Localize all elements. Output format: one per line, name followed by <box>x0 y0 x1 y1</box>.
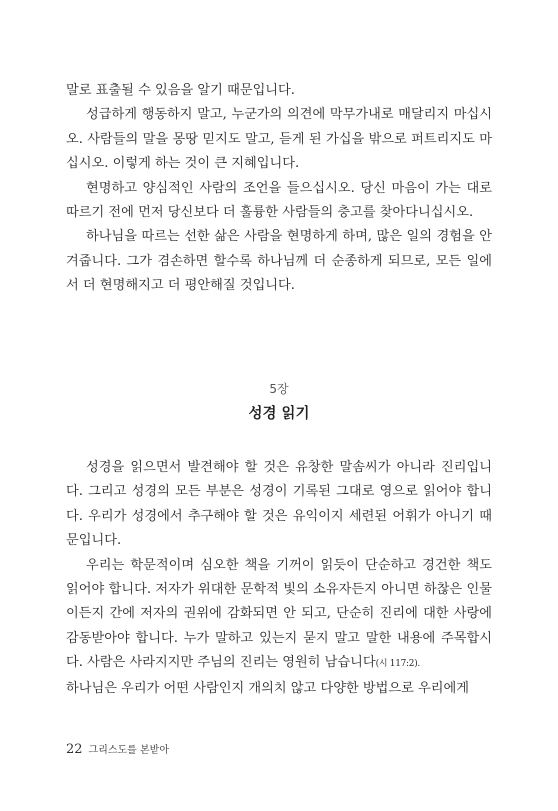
paragraph <box>66 554 492 677</box>
paragraph: 하나님을 따르는 선한 삶은 사람을 현명하게 하며, 많은 일의 경험을 안겨줍니다. 그가 겸손하면 할수록 하나님께 더 순종하게 되므로, 모든 일에서 더 현명해지고 더 평안해질 것입니다. <box>66 229 492 294</box>
paragraph-continued: 말로 표출될 수 있음을 알기 때문입니다. <box>66 83 295 98</box>
text-block-top <box>66 79 492 299</box>
chapter-title: 성경 읽기 <box>248 406 310 422</box>
paragraph-text: 우리는 학문적이며 심오한 책을 기꺼이 읽듯이 단순하고 경건한 책도 읽어야 합니다. 저자가 위대한 문학적 빛의 소유자든지 아니면 하찮은 인물이든지 간에 저자의 권위에 감화되면 안 되고, 단순히 진리에 대한 사랑에 감동받아야 합니다. 누가 말하고 있는지 묻지 말고 말한 내용에 주목합시다. 사람은 사라지지만 주님의 진리는 영원히 남습니다 <box>66 557 492 671</box>
paragraph: 성경을 읽으면서 발견해야 할 것은 유창한 말솜씨가 아니라 진리입니다. 그리고 성경의 모든 부분은 성경이 기록된 그대로 영으로 읽어야 합니다. 우리가 성경에서 추구해야 할 것은 유익이지 세련된 어휘가 아니기 때문입니다. <box>66 460 492 549</box>
page-number: 22 <box>66 742 83 757</box>
text-block-bottom <box>66 456 492 701</box>
paragraph-continues: 하나님은 우리가 어떤 사람인지 개의치 않고 다양한 방법으로 우리에게 <box>66 680 469 696</box>
running-title: 그리스도를 본받아 <box>88 745 170 756</box>
page-footer <box>66 738 169 757</box>
paragraph: 현명하고 양심적인 사람의 조언을 들으십시오. 당신 마음이 가는 대로 따르기 전에 먼저 당신보다 더 훌륭한 사람들의 충고를 찾아다니십시오. <box>66 180 492 221</box>
paragraph: 성급하게 행동하지 말고, 누군가의 의견에 막무가내로 매달리지 마십시오. 사람들의 말을 몽땅 믿지도 말고, 듣게 된 가십을 밖으로 퍼트리지도 마십시오. 이렇게 하는 것이 큰 지혜입니다. <box>66 107 492 172</box>
scripture-citation: (시 117:2). <box>375 659 420 670</box>
chapter-number: 5장 <box>269 382 289 396</box>
